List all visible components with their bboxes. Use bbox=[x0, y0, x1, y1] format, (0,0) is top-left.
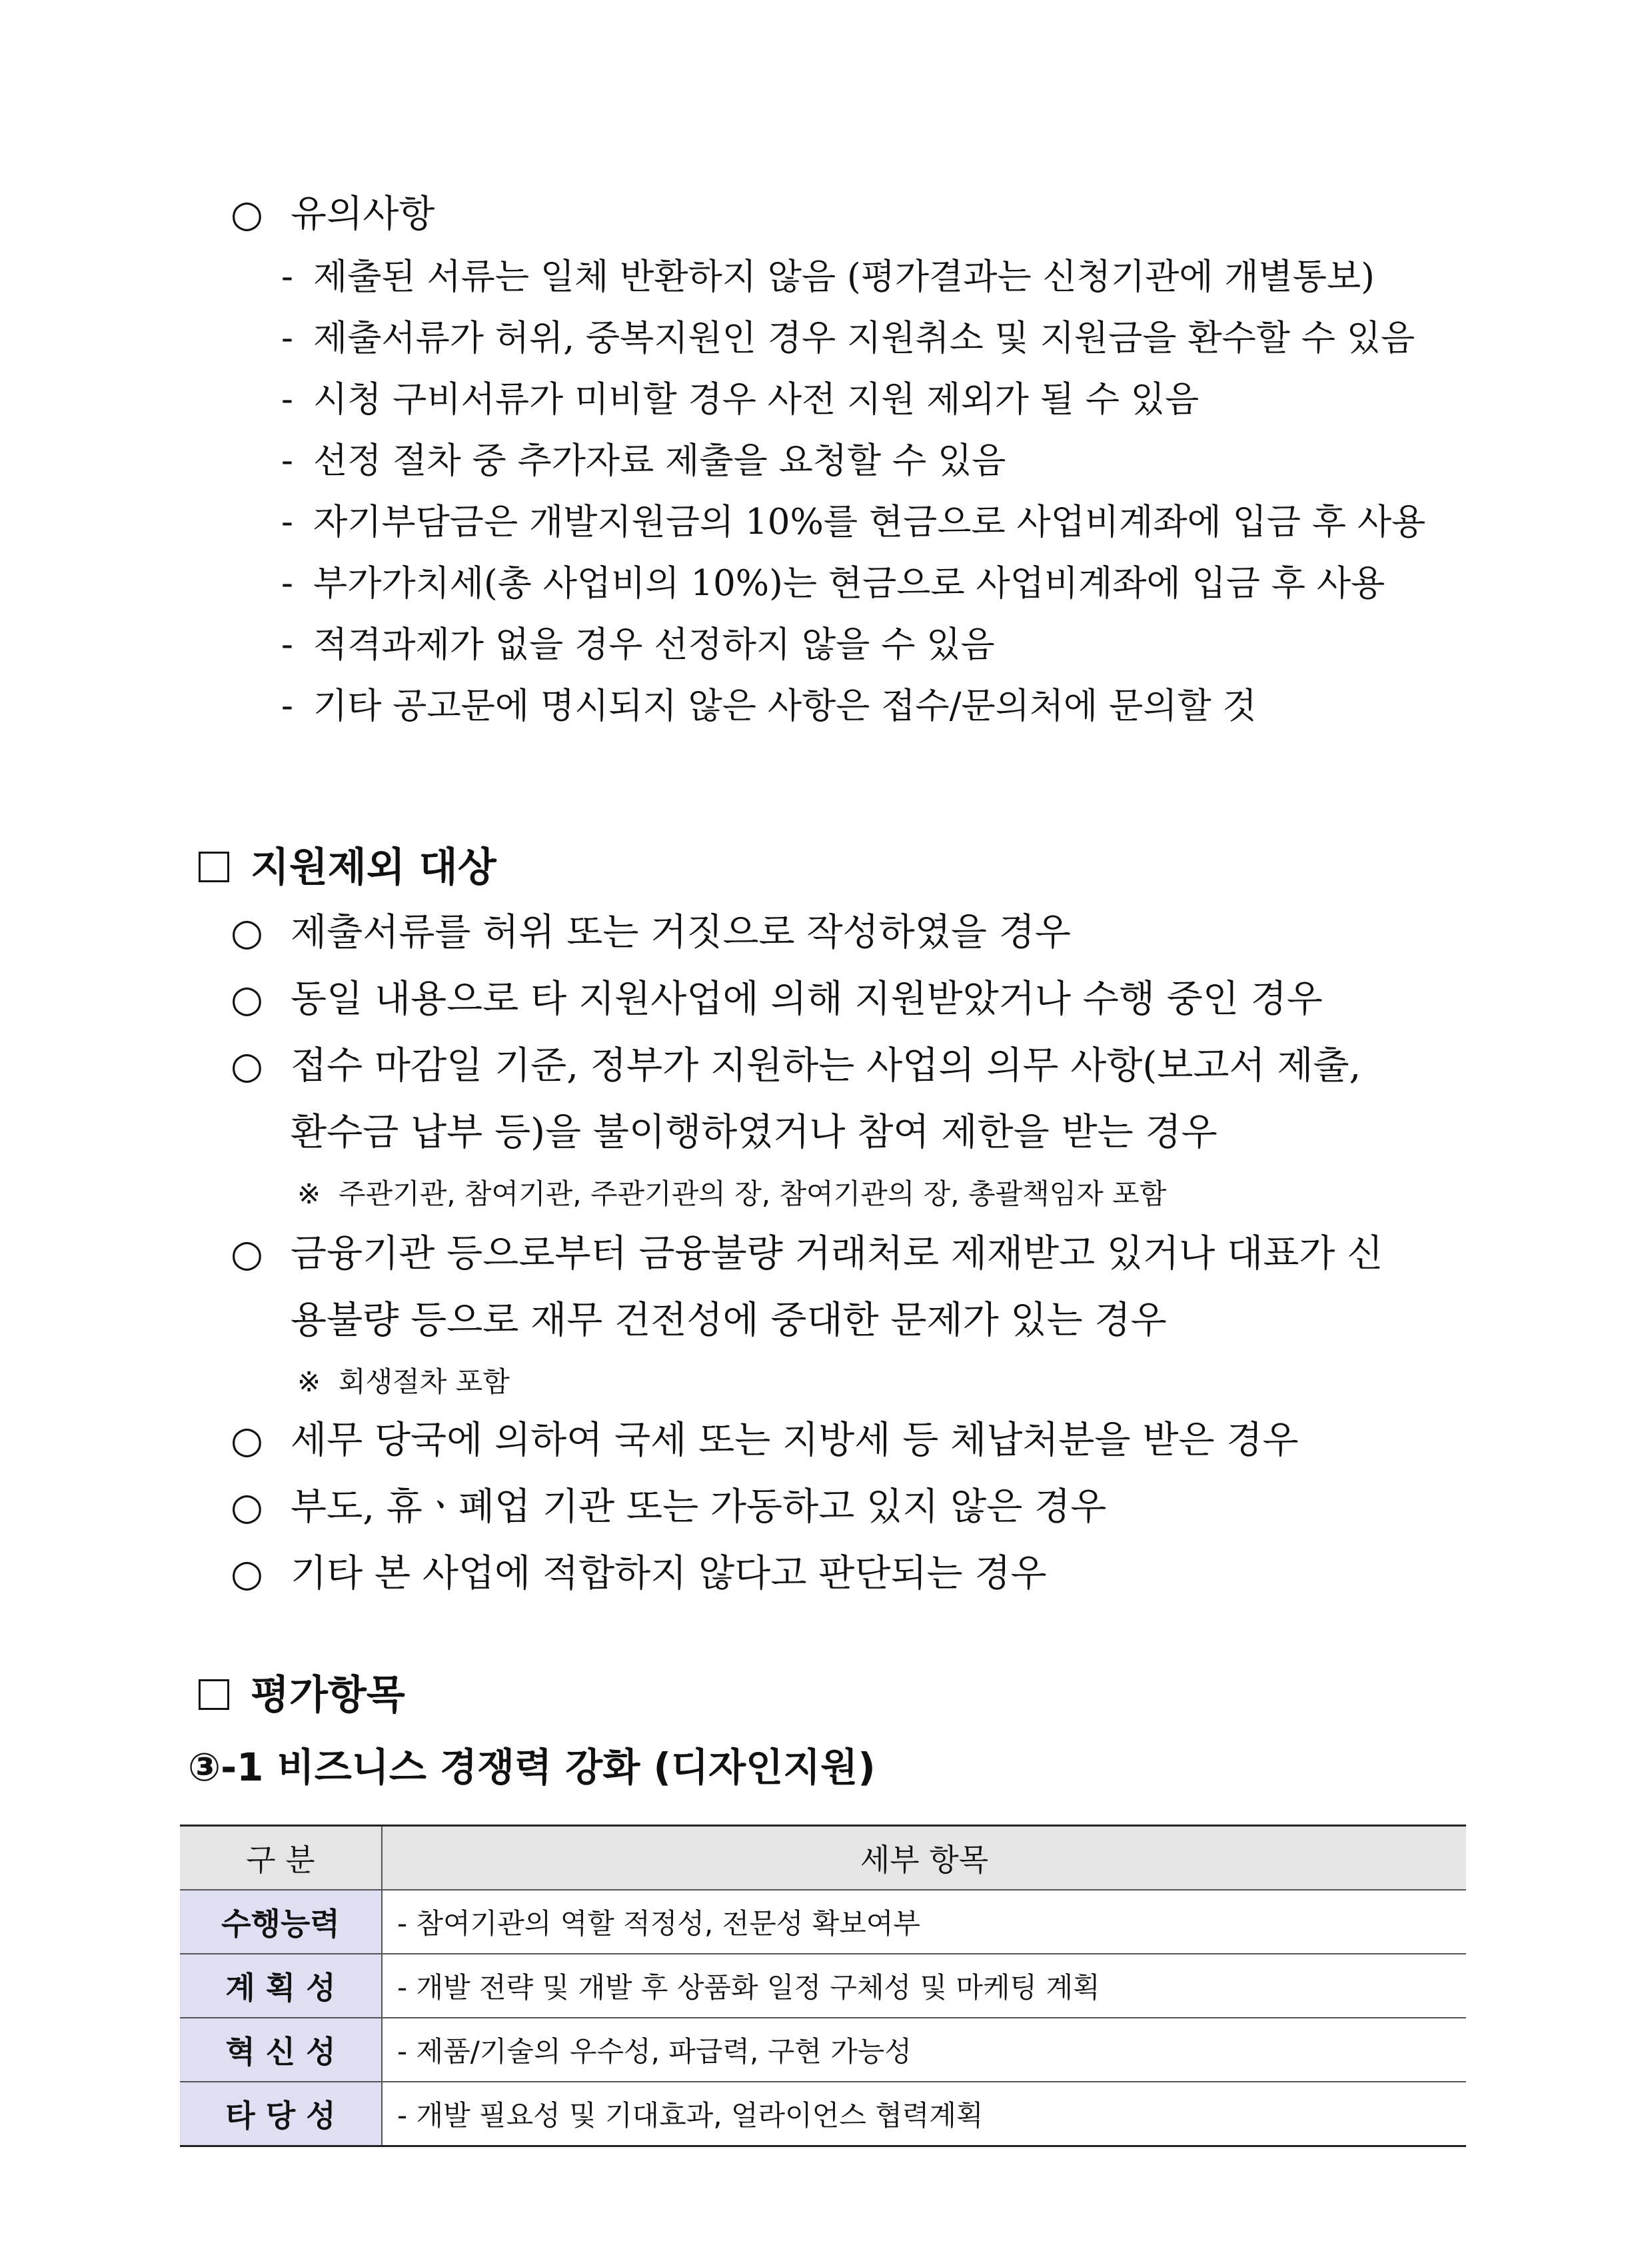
dash-marker: - bbox=[281, 563, 293, 604]
exclusion-section-title bbox=[199, 840, 496, 896]
exclusion-item-text: 제출서류를 허위 또는 거짓으로 작성하였을 경우 bbox=[291, 911, 1071, 954]
notes-item bbox=[281, 681, 1257, 732]
exclusion-item bbox=[231, 1227, 1383, 1281]
table-row bbox=[180, 1890, 1466, 1954]
exclusion-note-text: 주관기관, 참여기관, 주관기관의 장, 참여기관의 장, 총괄책임자 포함 bbox=[339, 1177, 1167, 1210]
table-row bbox=[180, 2018, 1466, 2082]
dash-marker: - bbox=[281, 440, 293, 481]
notes-item bbox=[281, 313, 1415, 364]
evaluation-table bbox=[180, 1825, 1466, 2147]
exclusion-item bbox=[231, 1481, 1106, 1534]
row-detail: - 개발 전략 및 개발 후 상품화 일정 구체성 및 마케팅 계획 bbox=[382, 1954, 1466, 2018]
notes-item-text: 자기부담금은 개발지원금의 10%를 현금으로 사업비계좌에 입금 후 사용 bbox=[313, 502, 1426, 542]
evaluation-subtitle: ③-1 비즈니스 경쟁력 강화 (디자인지원) bbox=[188, 1745, 876, 1790]
dash-marker: - bbox=[281, 318, 293, 359]
evaluation-title-text: 평가항목 bbox=[251, 1672, 405, 1719]
notes-item-text: 적격과제가 없을 경우 선정하지 않을 수 있음 bbox=[313, 624, 995, 665]
table-row bbox=[180, 2082, 1466, 2146]
row-detail: - 참여기관의 역할 적정성, 전문성 확보여부 bbox=[382, 1890, 1466, 1954]
notes-heading bbox=[231, 188, 434, 241]
header-category: 구 분 bbox=[180, 1826, 382, 1890]
notes-item-text: 제출서류가 허위, 중복지원인 경우 지원취소 및 지원금을 환수할 수 있음 bbox=[313, 318, 1415, 359]
exclusion-note bbox=[297, 1174, 1166, 1214]
row-category: 타 당 성 bbox=[180, 2082, 382, 2146]
circle-bullet: ○ bbox=[231, 1552, 263, 1595]
notes-item-text: 시청 구비서류가 미비할 경우 사전 지원 제외가 될 수 있음 bbox=[313, 379, 1200, 420]
exclusion-item-text: 금융기관 등으로부터 금융불량 거래처로 제재받고 있거나 대표가 신 bbox=[291, 1232, 1383, 1275]
circle-bullet: ○ bbox=[231, 1485, 263, 1529]
reference-mark: ※ bbox=[297, 1365, 321, 1398]
row-detail: - 제품/기술의 우수성, 파급력, 구현 가능성 bbox=[382, 2018, 1466, 2082]
notes-item bbox=[281, 497, 1425, 548]
notes-item bbox=[281, 252, 1375, 303]
exclusion-item bbox=[231, 1414, 1299, 1467]
notes-item bbox=[281, 620, 995, 670]
circle-bullet: ○ bbox=[231, 1044, 263, 1088]
exclusion-item-text: 기타 본 사업에 적합하지 않다고 판단되는 경우 bbox=[291, 1552, 1047, 1595]
exclusion-item bbox=[231, 906, 1071, 960]
exclusion-item-text: 접수 마감일 기준, 정부가 지원하는 사업의 의무 사항(보고서 제출, bbox=[291, 1044, 1361, 1088]
exclusion-title-text: 지원제외 대상 bbox=[251, 844, 496, 891]
exclusion-note bbox=[297, 1362, 510, 1402]
exclusion-item bbox=[231, 973, 1323, 1026]
exclusion-item bbox=[231, 1547, 1047, 1601]
circle-bullet: ○ bbox=[231, 978, 263, 1021]
notes-item bbox=[281, 436, 1006, 486]
circle-bullet: ○ bbox=[231, 911, 263, 954]
row-category: 수행능력 bbox=[180, 1890, 382, 1954]
notes-item bbox=[281, 374, 1199, 425]
header-detail: 세부 항목 bbox=[382, 1826, 1466, 1890]
exclusion-item-continuation: 용불량 등으로 재무 건전성에 중대한 문제가 있는 경우 bbox=[291, 1299, 1167, 1342]
dash-marker: - bbox=[281, 502, 293, 542]
row-category: 혁 신 성 bbox=[180, 2018, 382, 2082]
dash-marker: - bbox=[281, 257, 293, 297]
checkbox-square-icon bbox=[199, 852, 229, 882]
notes-item-text: 부가가치세(총 사업비의 10%)는 현금으로 사업비계좌에 입금 후 사용 bbox=[313, 563, 1385, 604]
notes-item bbox=[281, 558, 1385, 609]
table-row bbox=[180, 1954, 1466, 2018]
dash-marker: - bbox=[281, 686, 293, 726]
row-category: 계 획 성 bbox=[180, 1954, 382, 2018]
circle-bullet: ○ bbox=[231, 1419, 263, 1462]
exclusion-item-text: 세무 당국에 의하여 국세 또는 지방세 등 체납처분을 받은 경우 bbox=[291, 1419, 1299, 1462]
exclusion-item-continuation: 환수금 납부 등)을 불이행하였거나 참여 제한을 받는 경우 bbox=[291, 1111, 1218, 1154]
evaluation-section-title bbox=[199, 1667, 405, 1723]
checkbox-square-icon bbox=[199, 1679, 229, 1710]
notes-item-text: 기타 공고문에 명시되지 않은 사항은 접수/문의처에 문의할 것 bbox=[313, 686, 1257, 726]
row-detail: - 개발 필요성 및 기대효과, 얼라이언스 협력계획 bbox=[382, 2082, 1466, 2146]
circle-bullet: ○ bbox=[231, 1232, 263, 1275]
exclusion-item-text: 동일 내용으로 타 지원사업에 의해 지원받았거나 수행 중인 경우 bbox=[291, 978, 1323, 1021]
table-header-row bbox=[180, 1826, 1466, 1890]
exclusion-item bbox=[231, 1040, 1361, 1093]
exclusion-note-text: 회생절차 포함 bbox=[339, 1365, 510, 1398]
notes-heading-text: 유의사항 bbox=[291, 193, 435, 236]
dash-marker: - bbox=[281, 624, 293, 665]
reference-mark: ※ bbox=[297, 1177, 321, 1210]
notes-item-text: 제출된 서류는 일체 반환하지 않음 (평가결과는 신청기관에 개별통보) bbox=[313, 257, 1375, 297]
notes-item-text: 선정 절차 중 추가자료 제출을 요청할 수 있음 bbox=[313, 440, 1006, 481]
exclusion-item-text: 부도, 휴ㆍ폐업 기관 또는 가동하고 있지 않은 경우 bbox=[291, 1485, 1107, 1529]
circle-bullet: ○ bbox=[231, 193, 263, 236]
dash-marker: - bbox=[281, 379, 293, 420]
